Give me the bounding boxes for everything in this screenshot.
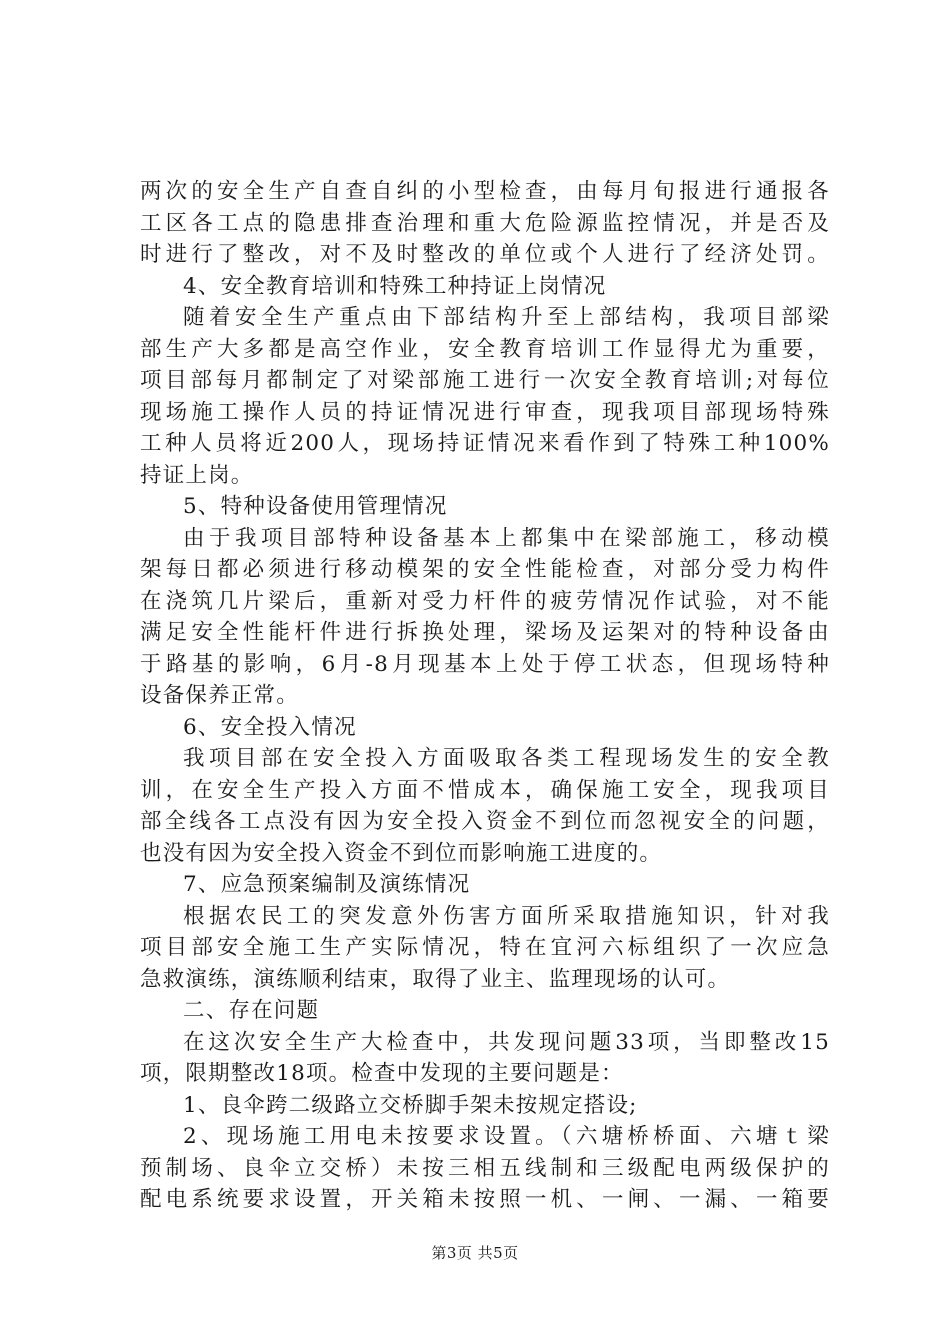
text-line: 二、存在问题 [183, 998, 320, 1023]
document-body [140, 176, 830, 1216]
text-line: 满足安全性能杆件进行拆换处理，梁场及运架对的特种设备由 [140, 620, 830, 645]
text-line: 4、安全教育培训和特殊工种持证上岗情况 [183, 273, 607, 299]
text-line: 持证上岗。 [140, 462, 254, 488]
text-line: 项目部每月都制定了对梁部施工进行一次安全教育培训;对每位 [140, 368, 830, 393]
text-line: 2、现场施工用电未按要求设置。（六塘桥桥面、六塘ｔ梁 [183, 1124, 830, 1149]
text-line: 项目部安全施工生产实际情况，特在宜河六标组织了一次应急 [140, 935, 830, 960]
text-line: 设备保养正常。 [140, 683, 299, 708]
text-line: 配电系统要求设置，开关箱未按照一机、一闸、一漏、一箱要 [140, 1187, 830, 1212]
text-line: 也没有因为安全投入资金不到位而影响施工进度的。 [140, 840, 663, 866]
text-line: 现场施工操作人员的持证情况进行审查，现我项目部现场特殊 [140, 399, 830, 425]
text-line: 架每日都必须进行移动模架的安全性能检查，对部分受力构件 [140, 557, 830, 582]
text-line: 随着安全生产重点由下部结构升至上部结构，我项目部梁 [183, 305, 830, 330]
page-footer: 第3页 共5页 [431, 1244, 519, 1262]
text-line: 两次的安全生产自查自纠的小型检查，由每月旬报进行通报各 [140, 179, 830, 204]
text-line: 训，在安全生产投入方面不惜成本，确保施工安全，现我项目 [140, 777, 830, 803]
text-line: 项，限期整改18项。检查中发现的主要问题是： [140, 1061, 624, 1086]
text-line: 于路基的影响，6月-8月现基本上处于停工状态，但现场特种 [140, 651, 830, 677]
text-line: 时进行了整改，对不及时整改的单位或个人进行了经济处罚。 [140, 242, 830, 267]
text-line: 预制场、良伞立交桥）未按三相五线制和三级配电两级保护的 [140, 1155, 830, 1181]
text-line: 7、应急预案编制及演练情况 [183, 872, 471, 897]
text-line: 急救演练，演练顺利结束，取得了业主、监理现场的认可。 [140, 966, 731, 992]
text-line: 部生产大多都是高空作业，安全教育培训工作显得尤为重要， [140, 336, 830, 362]
text-line: 在浇筑几片梁后，重新对受力杆件的疲劳情况作试验，对不能 [140, 588, 830, 614]
text-line: 部全线各工点没有因为安全投入资金不到位而忽视安全的问题， [140, 809, 830, 834]
text-line: 我项目部在安全投入方面吸取各类工程现场发生的安全教 [183, 746, 830, 771]
text-line: 由于我项目部特种设备基本上都集中在梁部施工，移动模 [183, 525, 830, 551]
text-line: 根据农民工的突发意外伤害方面所采取措施知识，针对我 [183, 903, 830, 929]
text-line: 5、特种设备使用管理情况 [183, 494, 448, 519]
text-line: 1、良伞跨二级路立交桥脚手架未按规定搭设; [183, 1092, 638, 1118]
text-line: 6、安全投入情况 [183, 714, 357, 740]
text-line: 在这次安全生产大检查中，共发现问题33项，当即整改15 [183, 1029, 830, 1055]
text-line: 工区各工点的隐患排查治理和重大危险源监控情况，并是否及 [140, 210, 830, 236]
text-line: 工种人员将近200人，现场持证情况来看作到了特殊工种100% [140, 431, 830, 456]
